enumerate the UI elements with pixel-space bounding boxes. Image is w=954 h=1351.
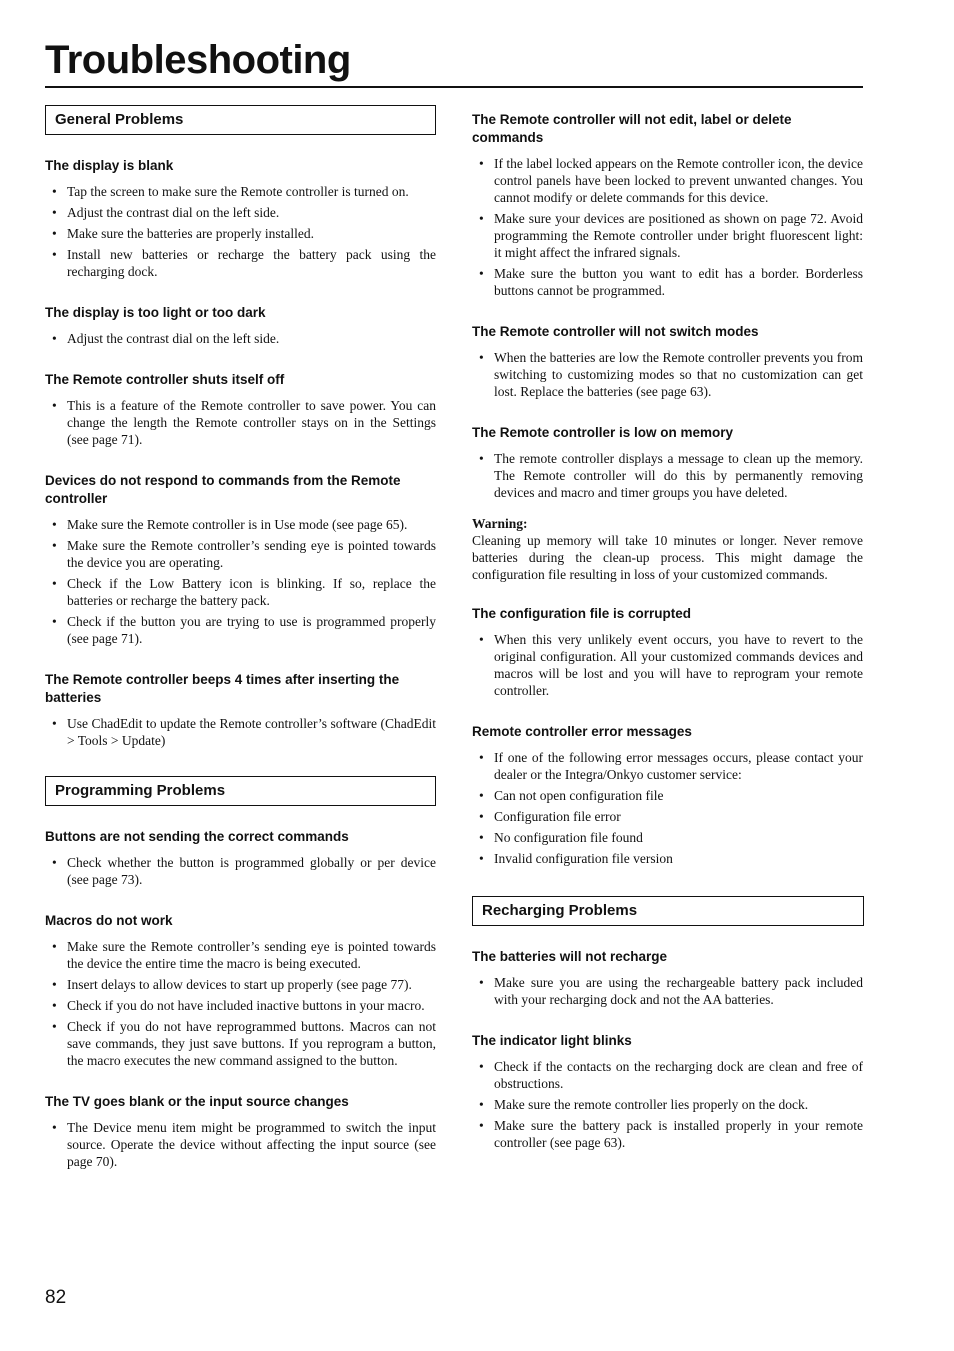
right-topics-b <box>472 605 863 867</box>
bullet-item: • Make sure the Remote controller’s sending eye is pointed towards the device the entire time the macro is being executed. <box>45 938 436 972</box>
right-column <box>472 105 863 1155</box>
bullet-item: • Install new batteries or recharge the battery pack using the recharging dock. <box>45 246 436 280</box>
bullet-item: • Check whether the button is programmed globally or per device (see page 73). <box>45 854 436 888</box>
warning-title: Warning: <box>472 516 528 531</box>
topic-heading: The Remote controller will not switch modes <box>472 324 759 339</box>
topic-heading: The configuration file is corrupted <box>472 606 692 621</box>
bullet-list <box>45 715 436 749</box>
topic-heading: The indicator light blinks <box>472 1033 632 1048</box>
bullet-item: • Use ChadEdit to update the Remote controller’s software (ChadEdit > Tools > Update) <box>45 715 436 749</box>
bullet-list <box>472 974 863 1008</box>
bullet-list <box>45 183 436 280</box>
bullet-item: • No configuration file found <box>472 829 863 846</box>
bullet-list <box>45 330 436 347</box>
topic-heading: The Remote controller is low on memory <box>472 425 734 440</box>
topic-heading: The Remote controller shuts itself off <box>45 372 285 387</box>
topic-heading: The display is blank <box>45 158 174 173</box>
bullet-item: • Invalid configuration file version <box>472 850 863 867</box>
page-number: 82 <box>45 1287 67 1308</box>
bullet-list <box>45 516 436 647</box>
bullet-list <box>45 397 436 448</box>
right-topics-a <box>472 111 863 501</box>
topic-heading: The Remote controller will not edit, label or delete commands <box>472 112 792 145</box>
general-topics <box>45 157 436 749</box>
bullet-item: • Configuration file error <box>472 808 863 825</box>
topic-heading: Remote controller error messages <box>472 724 692 739</box>
topic-heading: The batteries will not recharge <box>472 949 668 964</box>
warning-text: Cleaning up memory will take 10 minutes or longer. Never remove batteries during the clean-up process. This might damage the configuration file resulting in loss of your customized commands. <box>472 533 863 582</box>
bullet-list <box>472 155 863 299</box>
bullet-item: • Make sure the Remote controller is in Use mode (see page 65). <box>45 516 436 533</box>
bullet-item: • Make sure the Remote controller’s sending eye is pointed towards the device you are operating. <box>45 537 436 571</box>
bullet-list <box>472 631 863 699</box>
bullet-item: • The remote controller displays a message to clean up the memory. The Remote controller will do this by permanently removing devices and macro and timer groups you have deleted. <box>472 450 863 501</box>
bullet-item: • Check if the button you are trying to use is programmed properly (see page 71). <box>45 613 436 647</box>
bullet-item: • Can not open configuration file <box>472 787 863 804</box>
recharging-topics <box>472 948 863 1151</box>
bullet-item: • Make sure your devices are positioned as shown on page 72. Avoid programming the Remote controller under bright fluorescent light: it might affect the infrared signals. <box>472 210 863 261</box>
topic-heading: The TV goes blank or the input source changes <box>45 1094 349 1109</box>
bullet-item: • Make sure the button you want to edit has a border. Borderless buttons cannot be programmed. <box>472 265 863 299</box>
bullet-list <box>472 749 863 867</box>
bullet-item: • Check if you do not have included inactive buttons in your macro. <box>45 997 436 1014</box>
bullet-item: • Make sure the remote controller lies properly on the dock. <box>472 1096 863 1113</box>
bullet-item: • Check if the Low Battery icon is blinking. If so, replace the batteries or recharge the battery pack. <box>45 575 436 609</box>
topic-heading: Devices do not respond to commands from the Remote controller <box>45 473 401 506</box>
bullet-list <box>472 349 863 400</box>
bullet-item: • Insert delays to allow devices to start up properly (see page 77). <box>45 976 436 993</box>
bullet-list <box>472 1058 863 1151</box>
bullet-item: • When the batteries are low the Remote controller prevents you from switching to customizing modes so that no customization can get lost. Replace the batteries (see page 63). <box>472 349 863 400</box>
topic-heading: The Remote controller beeps 4 times after inserting the batteries <box>45 672 400 705</box>
topic-heading: Buttons are not sending the correct commands <box>45 829 349 844</box>
bullet-list <box>45 938 436 1069</box>
topic-heading: Macros do not work <box>45 913 173 928</box>
page-title: Troubleshooting <box>45 38 351 82</box>
bullet-item: • Make sure the battery pack is installed properly in your remote controller (see page 63). <box>472 1117 863 1151</box>
bullet-item: • Adjust the contrast dial on the left side. <box>45 204 436 221</box>
bullet-item: • Tap the screen to make sure the Remote controller is turned on. <box>45 183 436 200</box>
bullet-item: • Make sure the batteries are properly installed. <box>45 225 436 242</box>
programming-topics <box>45 828 436 1170</box>
bullet-item: • If one of the following error messages occurs, please contact your dealer or the Integra/Onkyo customer service: <box>472 749 863 783</box>
warning-block <box>472 515 863 583</box>
bullet-item: • This is a feature of the Remote controller to save power. You can change the length the Remote controller stays on in the Settings (see page 71). <box>45 397 436 448</box>
bullet-item: • Check if you do not have reprogrammed buttons. Macros can not save commands, they just save buttons. If you reprogram a button, the macro executes the new command assigned to the button. <box>45 1018 436 1069</box>
bullet-item: • Check if the contacts on the recharging dock are clean and free of obstructions. <box>472 1058 863 1092</box>
bullet-list <box>472 450 863 501</box>
bullet-list <box>45 1119 436 1170</box>
bullet-item: • Adjust the contrast dial on the left side. <box>45 330 436 347</box>
bullet-item: • The Device menu item might be programmed to switch the input source. Operate the device without affecting the input source (see page 70). <box>45 1119 436 1170</box>
left-column <box>45 105 436 1174</box>
bullet-item: • Make sure you are using the rechargeable battery pack included with your recharging dock and not the AA batteries. <box>472 974 863 1008</box>
section-programming-problems: Programming Problems <box>45 776 436 806</box>
bullet-item: • If the label locked appears on the Remote controller icon, the device control panels have been locked to prevent unwanted changes. You cannot modify or delete commands for this device. <box>472 155 863 206</box>
section-recharging-problems: Recharging Problems <box>472 896 864 926</box>
section-general-problems: General Problems <box>45 105 436 135</box>
bullet-item: • When this very unlikely event occurs, you have to revert to the original configuration. All your customized commands devices and macros will be lost and you will have to reprogram your remote controller. <box>472 631 863 699</box>
topic-heading: The display is too light or too dark <box>45 305 266 320</box>
title-rule <box>45 86 863 88</box>
bullet-list <box>45 854 436 888</box>
